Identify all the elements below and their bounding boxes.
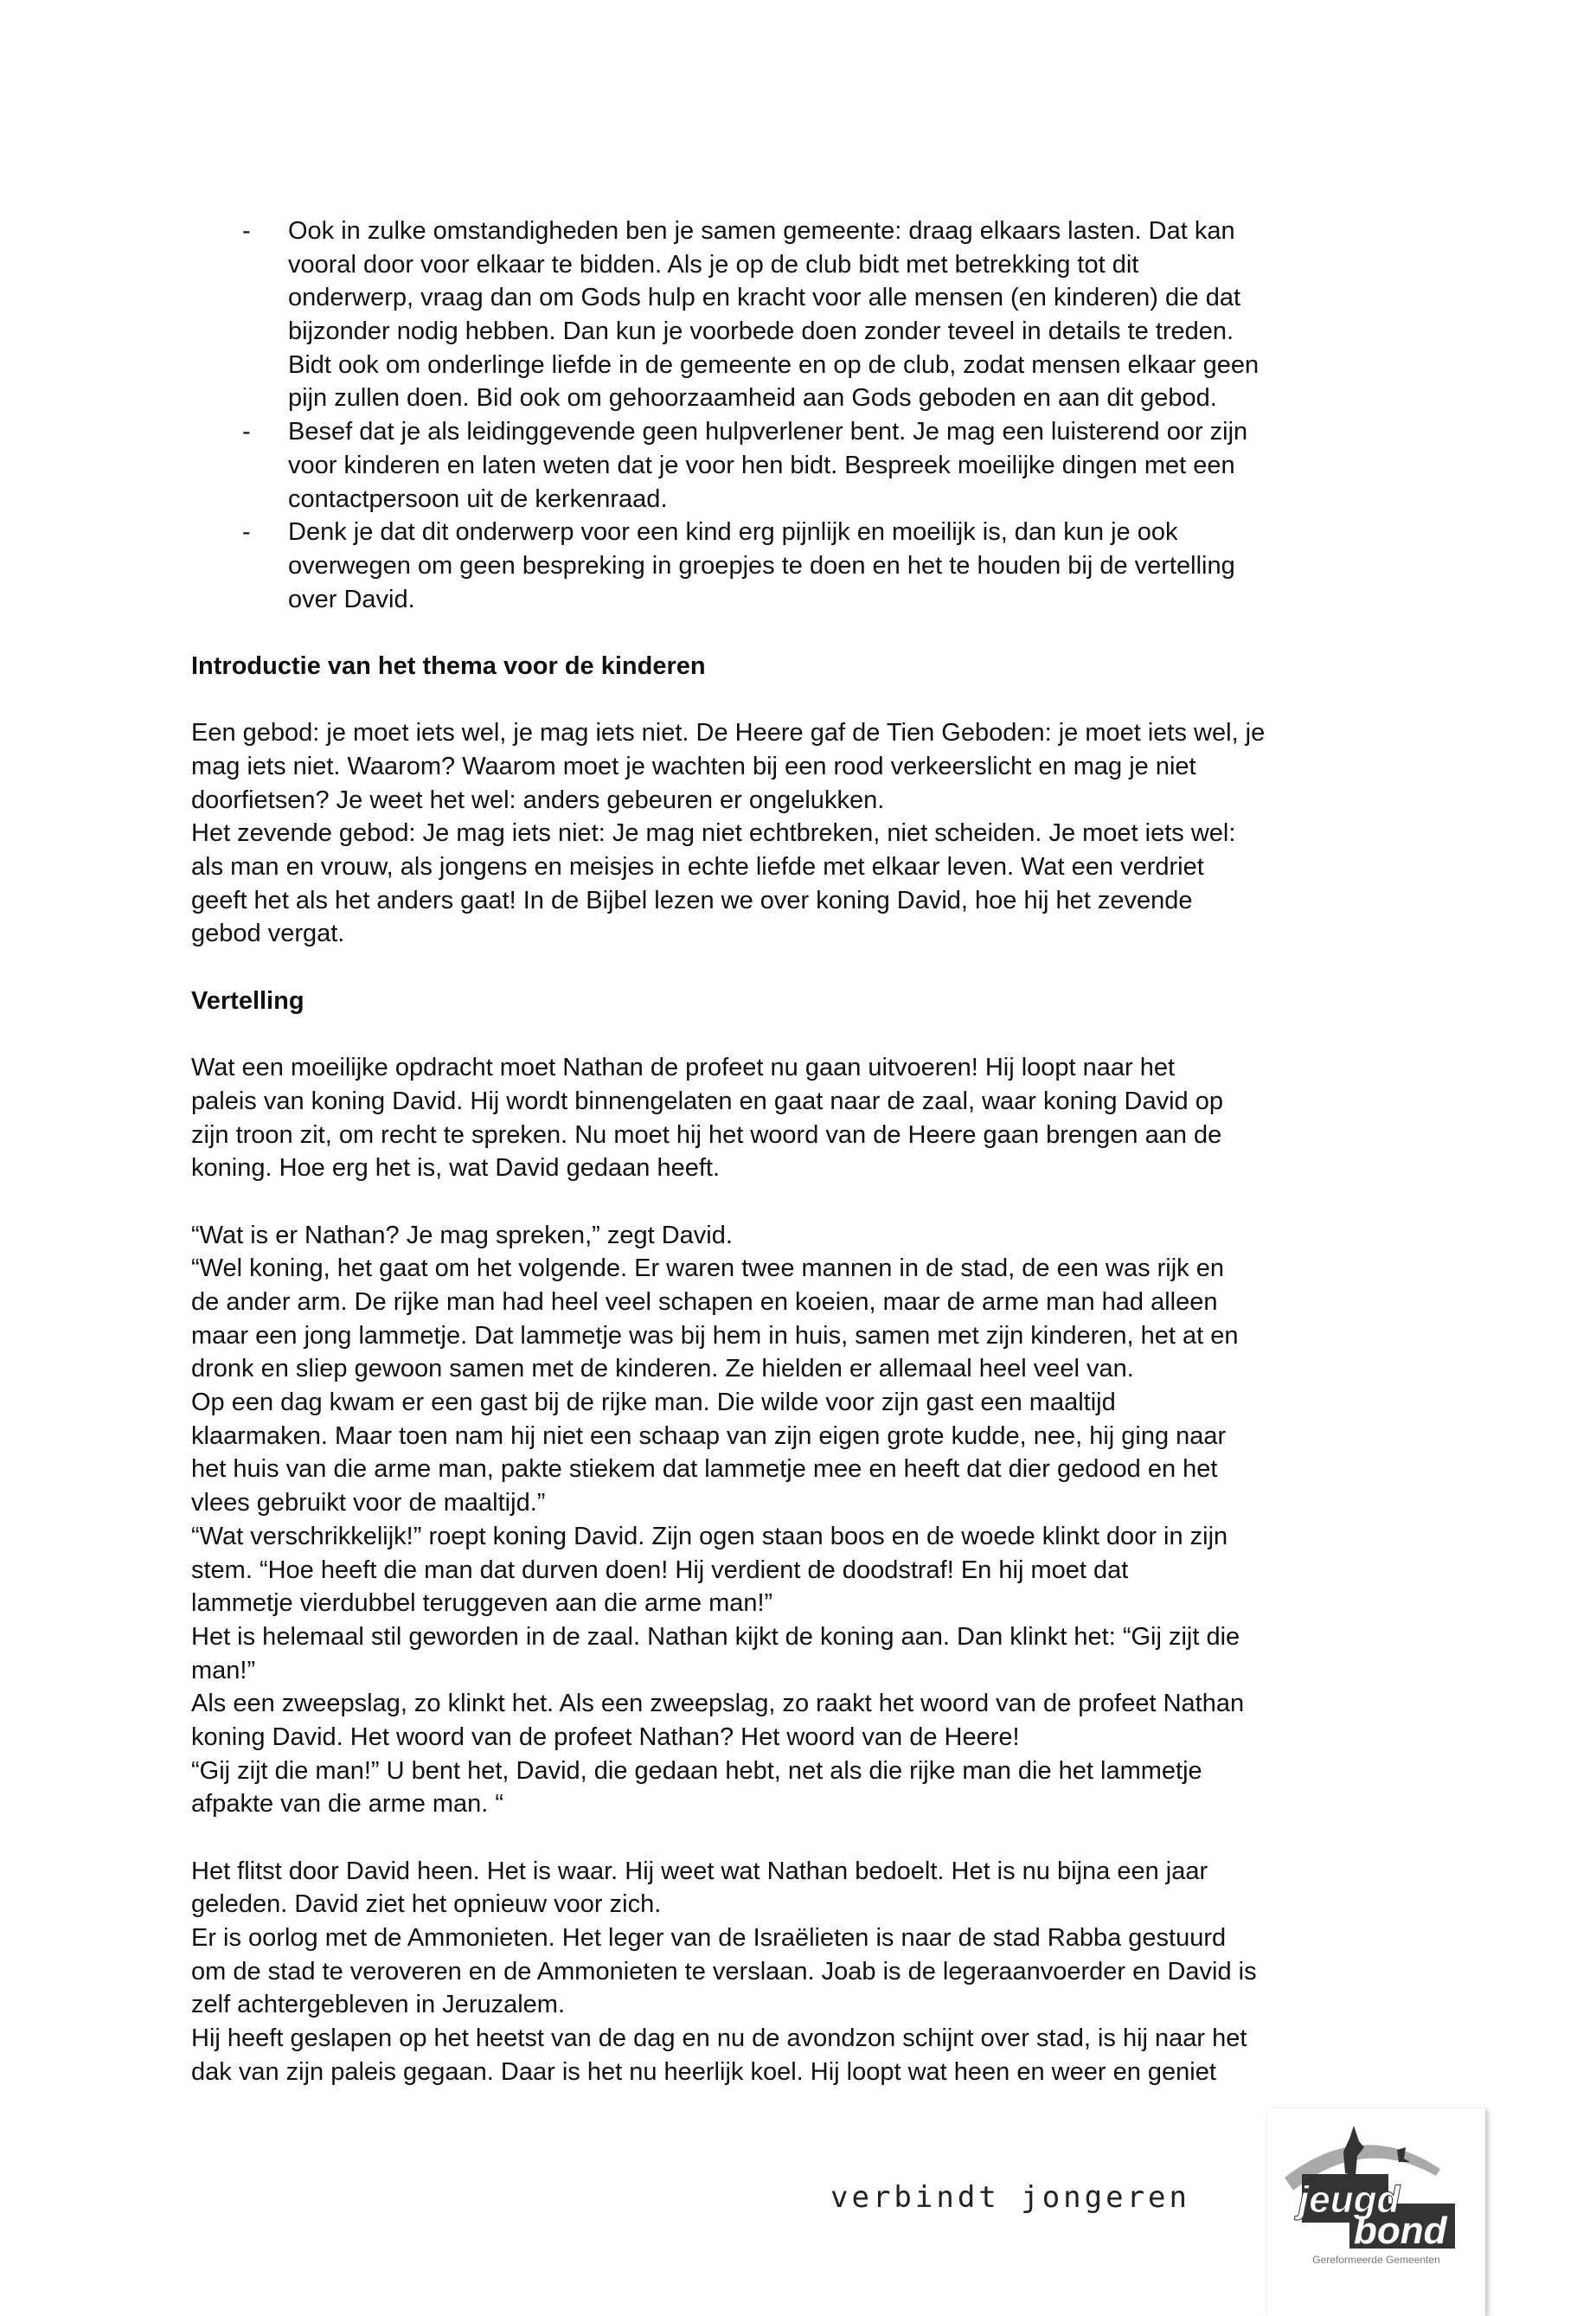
paragraph-line: “Gij zijt die man!” U bent het, David, die gedaan hebt, net als die rijke man die het lammetje (191, 1756, 1202, 1785)
svg-text:bond: bond (1354, 2210, 1447, 2252)
bullet-line: vooral door voor elkaar te bidden. Als je op de club bidt met betrekking tot dit (288, 250, 1139, 279)
paragraph-line: om de stad te veroveren en de Ammonieten te verslaan. Joab is de legeraanvoerder en David is (191, 1957, 1257, 1986)
section-heading: Introductie van het thema voor de kinderen (191, 651, 706, 680)
bullet-text: Denk je dat dit onderwerp voor een kind erg pijnlijk en moeilijk is, dan kun je ook (288, 518, 1178, 547)
logo-subtitle: Gereformeerde Gemeenten (1312, 2254, 1440, 2266)
paragraph-line: Het zevende gebod: Je mag iets niet: Je mag niet echtbreken, niet scheiden. Je moet iets wel: (191, 819, 1236, 848)
bullet-line: contactpersoon uit de kerkenraad. (288, 484, 668, 513)
bullet-marker: - (242, 518, 251, 547)
blank-line (191, 616, 1437, 650)
paragraph-line: afpakte van die arme man. “ (191, 1790, 504, 1819)
paragraph-line: “Wel koning, het gaat om het volgende. Er waren twee mannen in de stad, de een was rijk en (191, 1254, 1224, 1283)
section-heading: Vertelling (191, 986, 304, 1015)
bullet-text: Besef dat je als leidinggevende geen hulpverlener bent. Je mag een luisterend oor zijn (288, 418, 1248, 446)
paragraph-line: zijn troon zit, om recht te spreken. Nu moet hij het woord van de Heere gaan brengen aan de (191, 1120, 1222, 1149)
paragraph-line: koning. Hoe erg het is, wat David gedaan heeft. (191, 1154, 720, 1183)
paragraph-line (191, 1185, 1437, 1219)
bullet-line: over David. (288, 585, 415, 613)
paragraph-line: doorfietsen? Je weet het wel: anders gebeuren er ongelukken. (191, 786, 885, 814)
paragraph-line: paleis van koning David. Hij wordt binnengelaten en gaat naar de zaal, waar koning David op (191, 1087, 1223, 1115)
bullet-line (191, 516, 1437, 549)
paragraph-line: dronk en sliep gewoon samen met de kinderen. Ze hielden er allemaal heel veel van. (191, 1355, 1134, 1383)
paragraph-line (191, 1821, 1437, 1855)
paragraph-line: dak van zijn paleis gegaan. Daar is het nu heerlijk koel. Hij loopt wat heen en weer en geniet (191, 2057, 1216, 2086)
bullet-line: Bidt ook om onderlinge liefde in de gemeente en op de club, zodat mensen elkaar geen (288, 350, 1259, 379)
paragraph-line: Het is helemaal stil geworden in de zaal. Nathan kijkt de koning aan. Dan klinkt het: “Gij zijt die (191, 1622, 1240, 1651)
paragraph-line: Het flitst door David heen. Het is waar. Hij weet wat Nathan bedoelt. Het is nu bijna een jaar (191, 1857, 1208, 1885)
paragraph-line: geleden. David ziet het opnieuw voor zich. (191, 1890, 662, 1919)
paragraph-line: Een gebod: je moet iets wel, je mag iets niet. De Heere gaf de Tien Geboden: je moet iets wel, je (191, 719, 1266, 747)
paragraph-line: vlees gebruikt voor de maaltijd.” (191, 1489, 546, 1517)
bullet-line (191, 415, 1437, 449)
paragraph-line: stem. “Hoe heeft die man dat durven doen! Hij verdient de doodstraf! En hij moet dat (191, 1556, 1129, 1584)
blank-line (191, 683, 1437, 717)
paragraph-line: het huis van die arme man, pakte stiekem dat lammetje mee en heeft dat dier gedood en het (191, 1455, 1218, 1484)
bullet-line: bijzonder nodig hebben. Dan kun je voorbede doen zonder teveel in details te treden. (288, 318, 1234, 346)
paragraph-line: man!” (191, 1656, 256, 1684)
bullet-line: pijn zullen doen. Bid ook om gehoorzaamheid aan Gods geboden en aan dit gebod. (288, 384, 1217, 413)
paragraph-line: mag iets niet. Waarom? Waarom moet je wachten bij een rood verkeerslicht en mag je niet (191, 753, 1196, 780)
paragraph-line: Wat een moeilijke opdracht moet Nathan de profeet nu gaan uitvoeren! Hij loopt naar het (191, 1054, 1176, 1082)
paragraph-line: Als een zweepslag, zo klinkt het. Als een zweepslag, zo raakt het woord van de profeet Nathan (191, 1690, 1245, 1718)
bullet-text: Ook in zulke omstandigheden ben je samen gemeente: draag elkaars lasten. Dat kan (288, 217, 1235, 245)
footer-tagline: verbindt jongeren (830, 2180, 1190, 2215)
paragraph-line: maar een jong lammetje. Dat lammetje was bij hem in huis, samen met zijn kinderen, het at en (191, 1321, 1239, 1350)
bullet-line: onderwerp, vraag dan om Gods hulp en kracht voor alle mensen (en kinderen) die dat (288, 284, 1241, 312)
bullet-line (191, 215, 1437, 248)
paragraph-line: Hij heeft geslapen op het heetst van de dag en nu de avondzon schijnt over stad, is hij naar het (191, 2024, 1247, 2053)
logo-graphic-icon (1267, 2108, 1485, 2316)
paragraph-line: geeft het als het anders gaat! In de Bijbel lezen we over koning David, hoe hij het zevende (191, 886, 1193, 914)
paragraph-line: de ander arm. De rijke man had heel veel schapen en koeien, maar de arme man had alleen (191, 1288, 1218, 1316)
paragraph-line: lammetje vierdubbel teruggeven aan die arme man!” (191, 1589, 773, 1618)
blank-line (191, 1018, 1437, 1052)
paragraph-line: klaarmaken. Maar toen nam hij niet een schaap van zijn eigen grote kudde, nee, hij ging naar (191, 1421, 1227, 1450)
svg-text:jeugd: jeugd (1298, 2178, 1401, 2221)
paragraph-line: gebod vergat. (191, 920, 345, 948)
bullet-line: voor kinderen en laten weten dat je voor hen bidt. Bespreek moeilijke dingen met een (288, 451, 1235, 479)
bullet-marker: - (242, 418, 251, 446)
paragraph-line: als man en vrouw, als jongens en meisjes in echte liefde met elkaar leven. Wat een verdriet (191, 853, 1204, 882)
paragraph-line: Op een dag kwam er een gast bij de rijke man. Die wilde voor zijn gast een maaltijd (191, 1389, 1116, 1417)
document-body (191, 215, 1437, 2089)
paragraph-line: zelf achtergebleven in Jeruzalem. (191, 1991, 566, 2019)
jeugdbond-logo (1267, 2108, 1485, 2316)
bullet-marker: - (242, 217, 251, 245)
paragraph-line: “Wat verschrikkelijk!” roept koning David. Zijn ogen staan boos en de woede klinkt door in zijn (191, 1522, 1228, 1550)
blank-line (191, 951, 1437, 985)
bullet-line: overwegen om geen bespreking in groepjes te doen en het te houden bij de vertelling (288, 551, 1235, 580)
paragraph-line: koning David. Het woord van de profeet Nathan? Het woord van de Heere! (191, 1723, 1020, 1751)
paragraph-line: “Wat is er Nathan? Je mag spreken,” zegt David. (191, 1221, 733, 1249)
paragraph-line: Er is oorlog met de Ammonieten. Het leger van de Israëlieten is naar de stad Rabba gestuurd (191, 1924, 1227, 1953)
